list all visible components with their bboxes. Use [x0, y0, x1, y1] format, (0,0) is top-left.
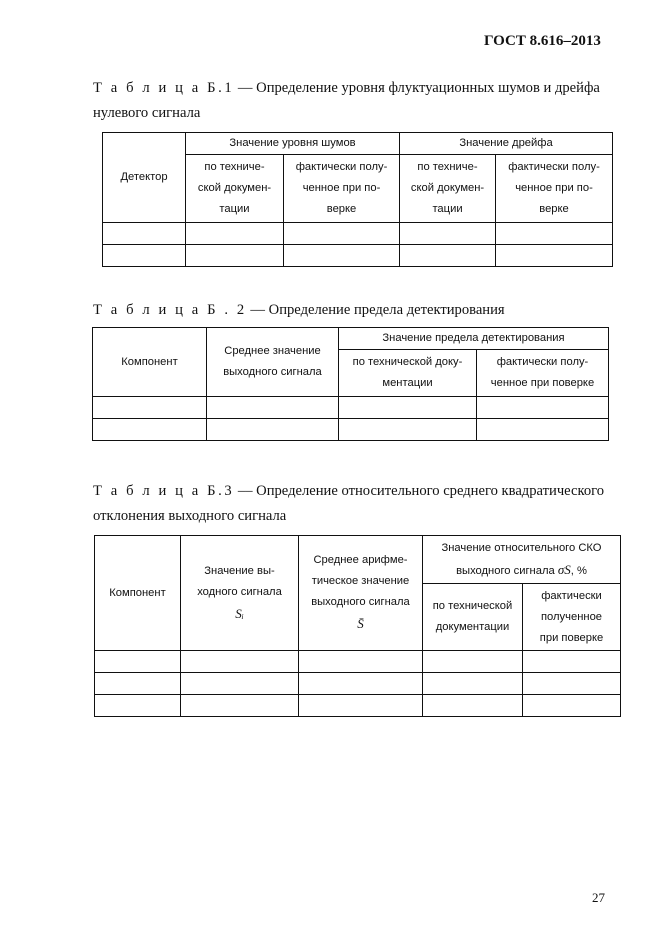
- table-b2: [92, 327, 609, 441]
- document-header: ГОСТ 8.616–2013: [484, 33, 601, 49]
- cell-line: фактически: [541, 589, 602, 602]
- cell-line: тическое значение: [311, 575, 410, 587]
- col-mean-output: [207, 328, 339, 397]
- cell-line: по технической доку-: [352, 356, 463, 368]
- cell-line: фактически полу-: [496, 356, 589, 368]
- table-b1-caption: [93, 76, 613, 126]
- table-b3-title-line1: –– Определение относительного среднего квадратического: [234, 483, 605, 499]
- table-b2-label: Т а б л и ц а Б . 2: [93, 302, 247, 318]
- cell-line: по технической: [432, 600, 513, 612]
- col-noise-level: Значение уровня шумов: [186, 133, 400, 155]
- col-limit-doc: [339, 350, 477, 397]
- table-row: [103, 245, 613, 267]
- col-sko-actual: [523, 584, 621, 651]
- table-b1-title-line2: нулевого сигнала: [93, 105, 201, 121]
- col-drift-doc: [400, 155, 496, 223]
- col-component: Компонент: [93, 328, 207, 397]
- symbol-sigma-s: σS: [557, 561, 571, 577]
- cell-line: фактически полу-: [295, 161, 388, 173]
- cell-line: документации: [435, 621, 510, 633]
- col-detection-limit: Значение предела детектирования: [339, 328, 609, 350]
- table-row: [95, 695, 621, 717]
- cell-line: тации: [219, 203, 250, 215]
- cell-line: верке: [539, 203, 569, 215]
- table-b1-title-line1: — Определение уровня флуктуационных шумов и дрейфа: [234, 80, 600, 96]
- table-b1: [102, 132, 613, 267]
- table-b2-title: — Определение предела детектирования: [246, 302, 505, 318]
- col-drift-actual: [496, 155, 613, 223]
- cell-line: ходного сигнала: [197, 585, 282, 598]
- table-row: [93, 419, 609, 441]
- symbol-si: Sᵢ: [235, 605, 244, 621]
- unit-percent: , %: [570, 564, 587, 577]
- col-drift: Значение дрейфа: [400, 133, 613, 155]
- table-row: [95, 651, 621, 673]
- cell-line: полученное: [541, 610, 603, 623]
- col-arith-mean: [299, 536, 423, 651]
- cell-line: ментации: [382, 377, 433, 389]
- cell-line: ской докумен-: [197, 182, 272, 194]
- symbol-s-bar: S̄: [357, 616, 364, 631]
- cell-line: выходного сигнала: [311, 596, 410, 608]
- table-b3-label: Т а б л и ц а Б.3: [93, 483, 235, 499]
- table-b2-caption: [93, 298, 613, 323]
- cell-line: по техниче-: [417, 161, 478, 173]
- cell-line: Значение относительного СКО: [441, 541, 602, 554]
- cell-line: Среднее арифме-: [313, 554, 408, 566]
- col-output-value: [181, 536, 299, 651]
- cell-line: ченное при поверке: [490, 377, 595, 389]
- col-limit-actual: [477, 350, 609, 397]
- col-sko-doc: [423, 584, 523, 651]
- table-row: [103, 223, 613, 245]
- cell-line: ченное при по-: [515, 182, 593, 194]
- cell-line: выходного сигнала: [223, 366, 322, 378]
- cell-line: верке: [326, 203, 357, 215]
- cell-line: выходного сигнала: [456, 564, 555, 577]
- cell-line: при поверке: [539, 631, 604, 644]
- cell-line: Значение вы-: [204, 564, 275, 577]
- cell-line: ской докумен-: [410, 182, 485, 194]
- cell-line: ченное при по-: [302, 182, 381, 194]
- table-b1-label: Т а б л и ц а Б.1: [93, 80, 235, 96]
- table-row: [95, 673, 621, 695]
- table-b3: [94, 535, 621, 717]
- cell-line: по техниче-: [204, 161, 265, 173]
- table-row: [93, 397, 609, 419]
- col-noise-actual: [284, 155, 400, 223]
- cell-line: фактически полу-: [508, 161, 600, 173]
- cell-line: тации: [432, 203, 463, 215]
- table-b3-caption: [93, 479, 613, 529]
- col-detector: Детектор: [103, 133, 186, 223]
- col-component: Компонент: [95, 536, 181, 651]
- page-number: 27: [592, 890, 605, 905]
- cell-line: Среднее значение: [224, 345, 321, 357]
- table-b3-title-line2: отклонения выходного сигнала: [93, 508, 287, 524]
- col-relative-sko: [423, 536, 621, 584]
- col-noise-doc: [186, 155, 284, 223]
